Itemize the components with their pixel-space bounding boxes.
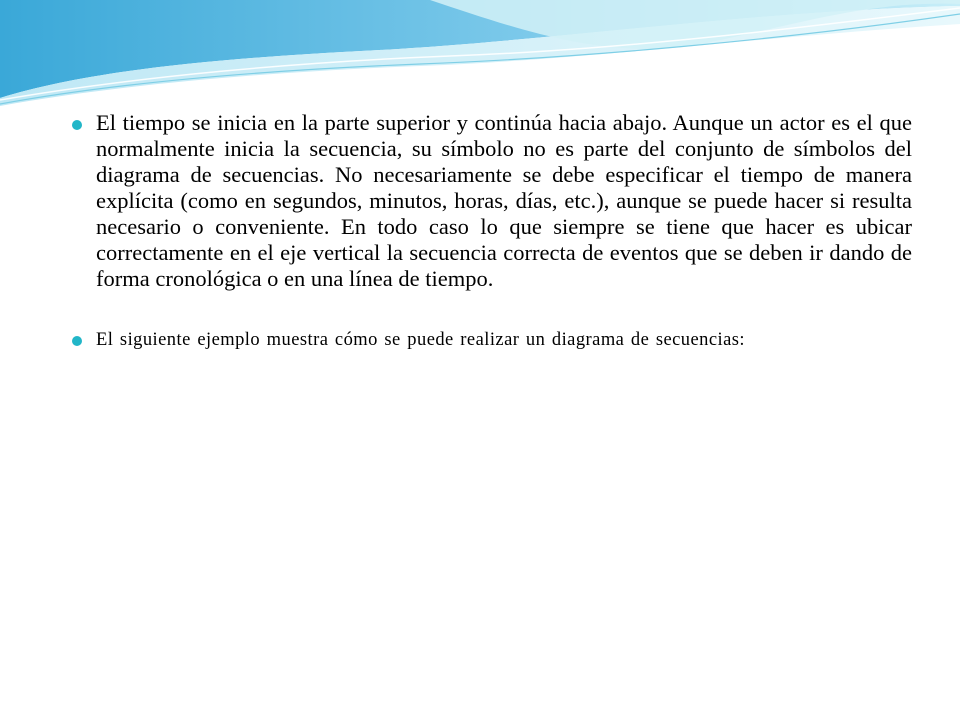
slide-content xyxy=(72,110,912,352)
header-wave-decoration xyxy=(0,0,960,120)
bullet-point-icon xyxy=(72,120,82,130)
bullet-point-icon xyxy=(72,336,82,346)
bullet-item-1 xyxy=(72,110,912,292)
bullet-text-1: El tiempo se inicia en la parte superior y continúa hacia abajo. Aunque un actor es el que normalmente inicia la secuencia, su símbolo no es parte del conjunto de símbolos del diagrama de secuencias. No necesariamente se debe especificar el tiempo de manera explícita (como en segundos, minutos, horas, días, etc.), aunque se puede hacer si resulta necesario o conveniente. En todo caso lo que siempre se tiene que hacer es ubicar correctamente en el eje vertical la secuencia correcta de eventos que se deben ir dando de forma cronológica o en una línea de tiempo. xyxy=(96,110,912,291)
bullet-item-2 xyxy=(72,328,916,352)
bullet-text-2: El siguiente ejemplo muestra cómo se puede realizar un diagrama de secuencias: xyxy=(96,330,746,350)
